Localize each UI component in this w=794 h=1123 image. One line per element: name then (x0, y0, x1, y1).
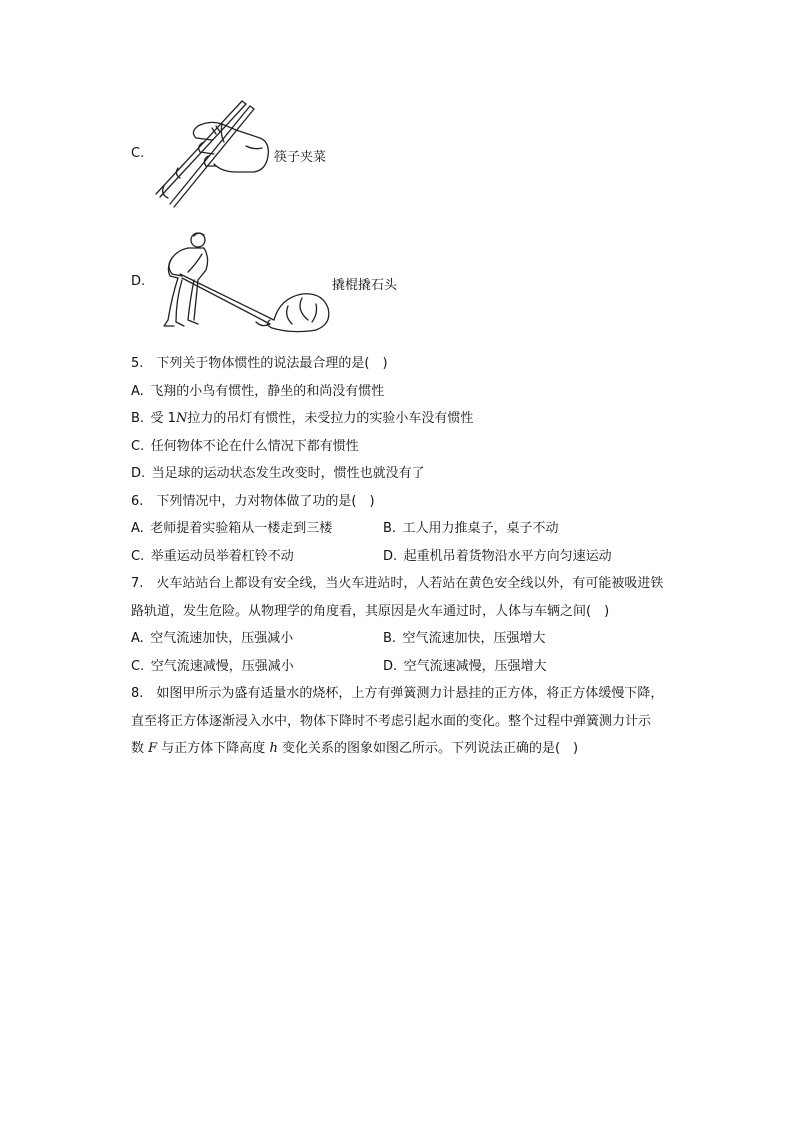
q5-option-b (131, 407, 473, 426)
q7-stem-line1: 7. 火车站站台上都设有安全线，当火车进站时，人若站在黄色安全线以外，有可能被吸进铁 (131, 576, 664, 591)
q6-option-d: D. 起重机吊着货物沿水平方向匀速运动 (383, 549, 612, 564)
q7-option-c: C. 空气流速减慢，压强减小 (131, 659, 294, 674)
option-c-caption: 筷子夹菜 (274, 150, 327, 165)
q8-line3-pre: 数 (131, 741, 149, 756)
q7-option-a: A. 空气流速加快，压强减小 (131, 631, 294, 646)
q5-option-b-unit: N (175, 411, 188, 426)
q8-symbol-h: h (269, 741, 278, 756)
q5-stem: 5. 下列关于物体惯性的说法最合理的是( ) (131, 356, 388, 371)
q5-option-b-post: 拉力的吊灯有惯性，未受拉力的实验小车没有惯性 (187, 411, 474, 426)
hand-chopsticks-icon (150, 98, 272, 210)
q6-stem: 6. 下列情况中，力对物体做了功的是( ) (131, 494, 375, 509)
q8-line1: 8. 如图甲所示为盛有适量水的烧杯，上方有弹簧测力计悬挂的正方体，将正方体缓慢下降， (131, 686, 664, 701)
q7-option-d: D. 空气流速减慢，压强增大 (383, 659, 547, 674)
q5-option-c: C. 任何物体不论在什么情况下都有惯性 (131, 439, 359, 454)
option-c-letter: C. (131, 146, 145, 161)
q8-symbol-f: F (148, 741, 158, 756)
q6-option-a: A. 老师提着实验箱从一楼走到三楼 (131, 521, 333, 536)
q7-stem-line2: 路轨道，发生危险。从物理学的角度看，其原因是火车通过时，人体与车辆之间( ) (131, 604, 610, 619)
q5-option-d: D. 当足球的运动状态发生改变时，惯性也就没有了 (131, 466, 425, 481)
q8-line2: 直至将正方体逐渐浸入水中，物体下降时不考虑引起水面的变化。整个过程中弹簧测力计示 (131, 714, 652, 729)
crowbar-rock-icon (152, 228, 332, 336)
q8-line3 (131, 737, 578, 756)
option-d-caption: 撬棍撬石头 (332, 278, 398, 293)
q6-option-b: B. 工人用力推桌子，桌子不动 (383, 521, 559, 536)
q8-line3-mid: 与正方体下降高度 (157, 741, 270, 756)
q5-option-b-pre: B. 受 1 (131, 411, 176, 426)
q6-option-c: C. 举重运动员举着杠铃不动 (131, 549, 294, 564)
q7-option-b: B. 空气流速加快，压强增大 (383, 631, 546, 646)
option-d-letter: D. (131, 274, 146, 289)
q8-line3-post: 变化关系的图象如图乙所示。下列说法正确的是( ) (277, 741, 579, 756)
q5-option-a: A. 飞翔的小鸟有惯性，静坐的和尚没有惯性 (131, 384, 385, 399)
